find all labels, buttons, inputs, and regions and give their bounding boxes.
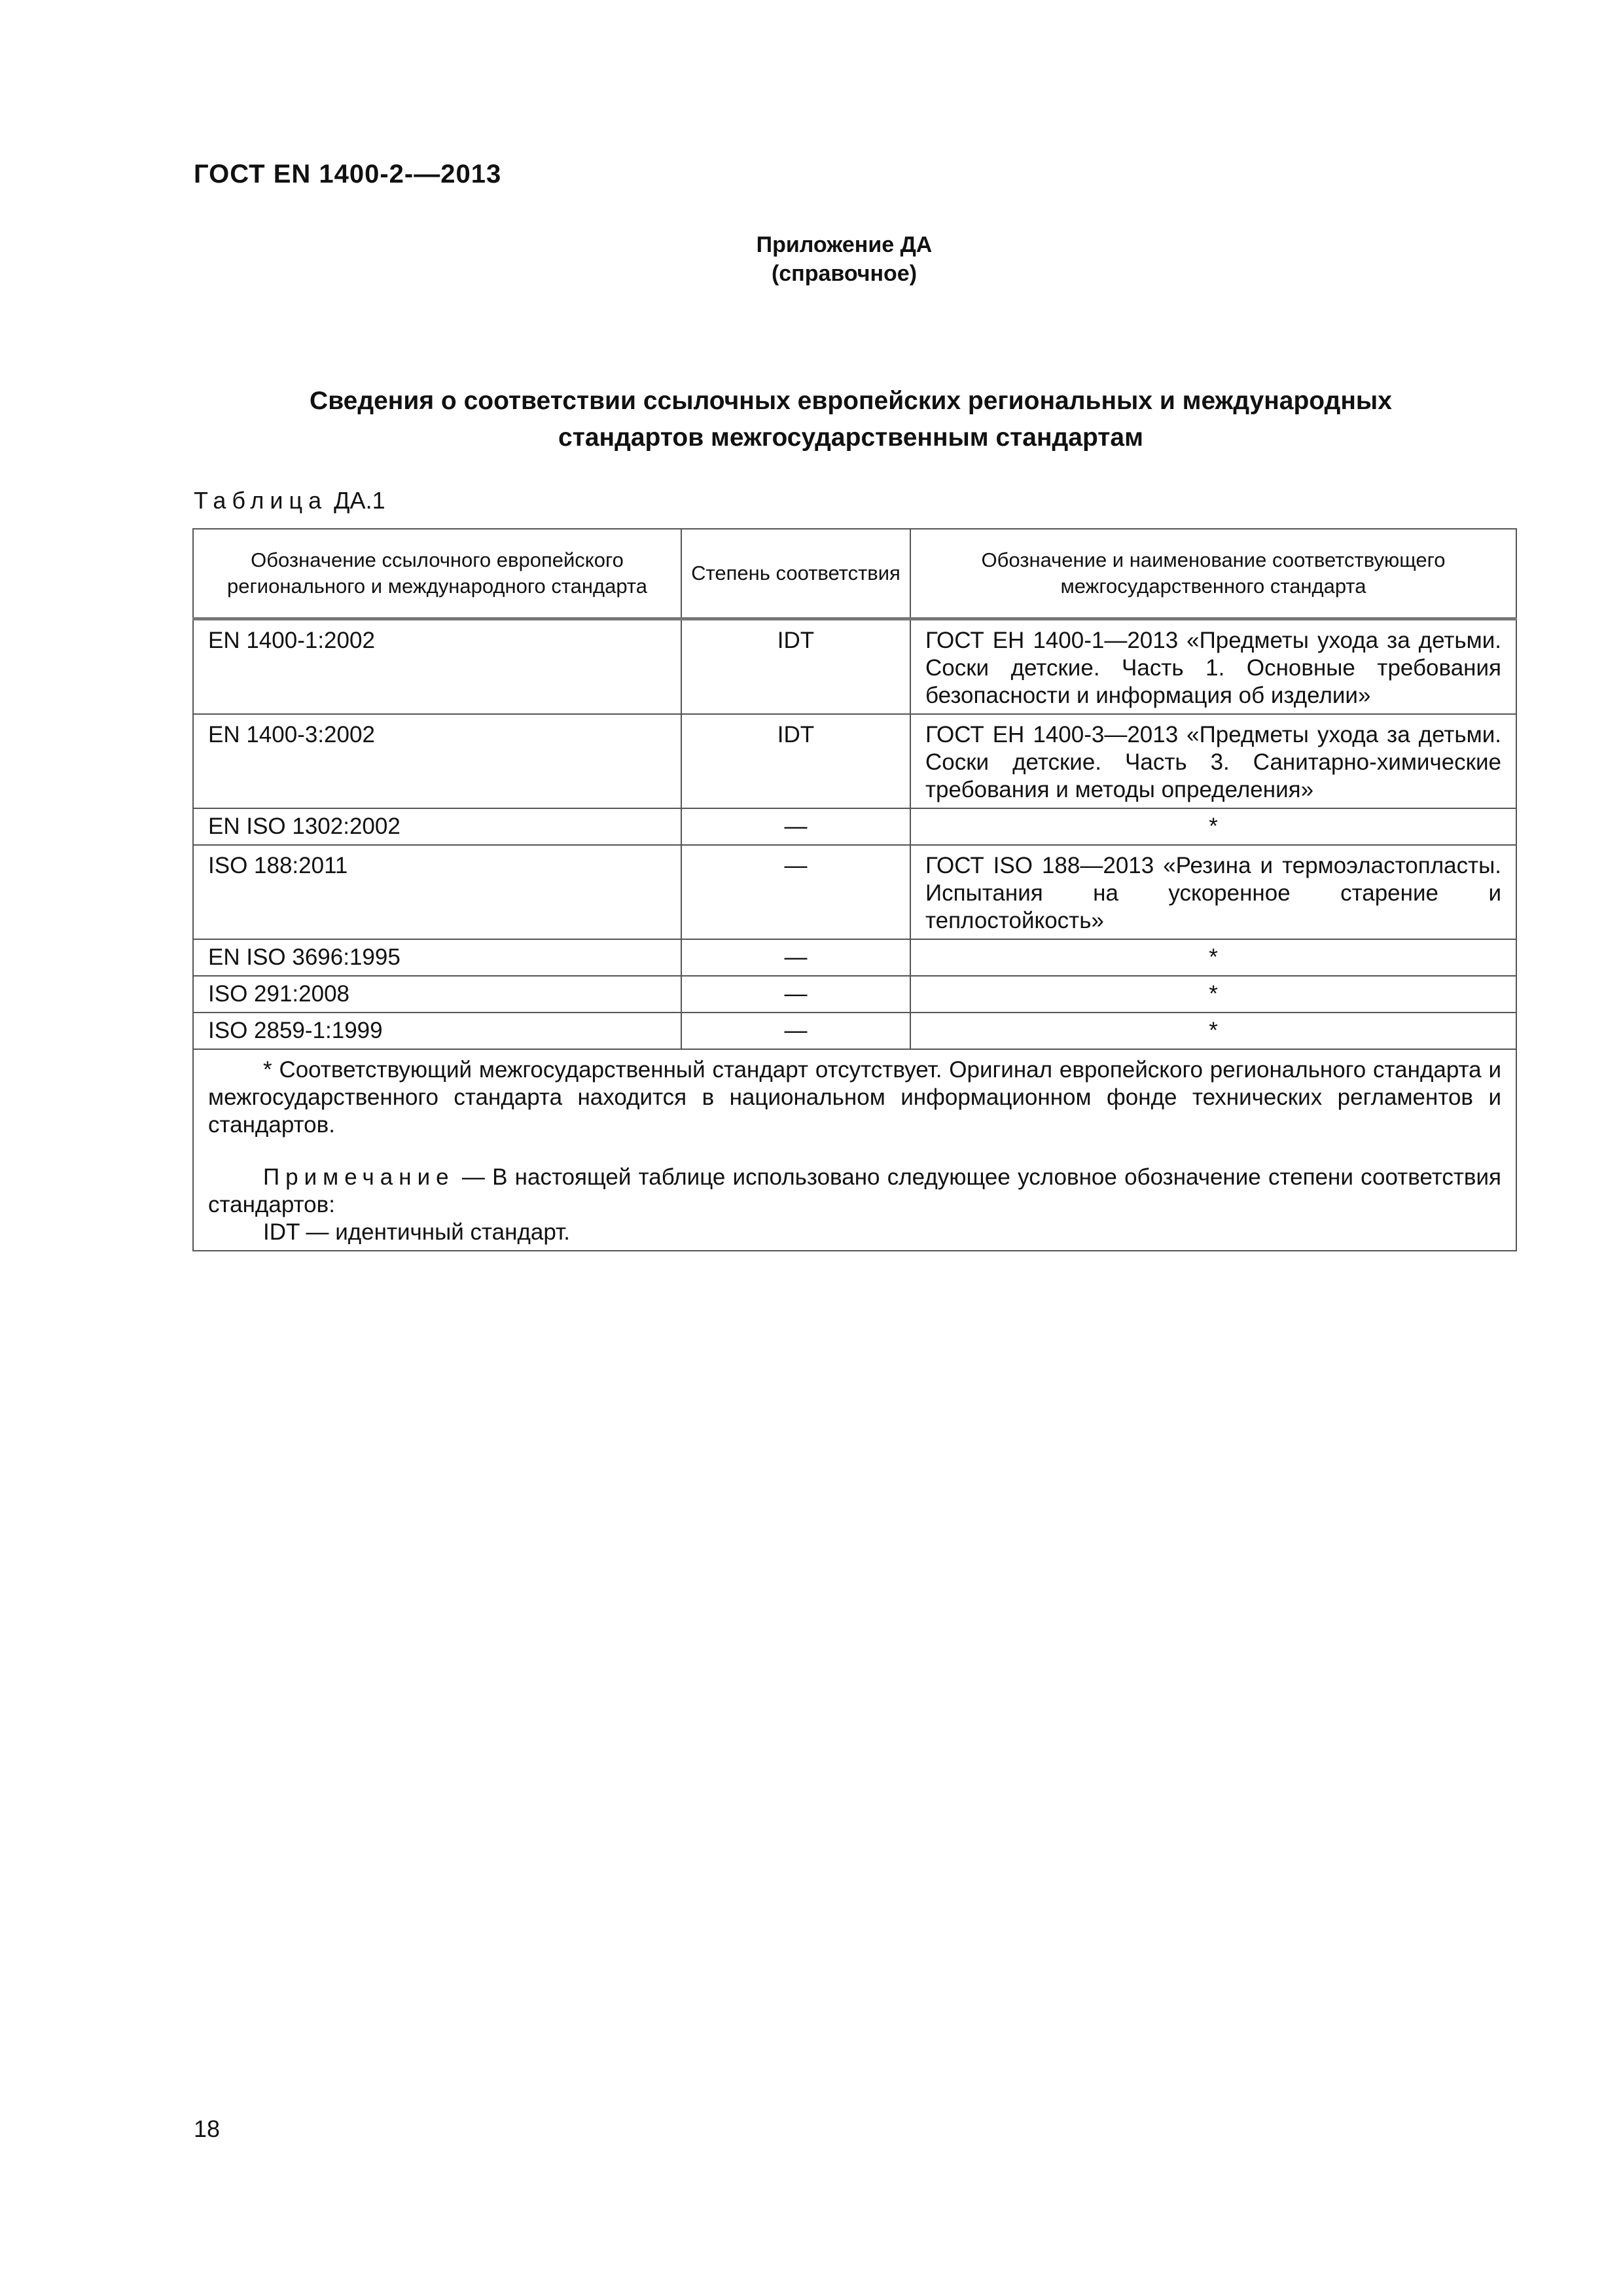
cell-degree: IDT (681, 619, 910, 715)
cell-reference-standard: ISO 2859-1:1999 (193, 1013, 681, 1049)
cell-national-standard: * (910, 1013, 1516, 1049)
cell-national-standard: * (910, 976, 1516, 1013)
section-title-line-2: стандартов межгосударственным стандартам (558, 423, 1143, 452)
cell-national-standard: * (910, 939, 1516, 976)
page-number: 18 (194, 2115, 221, 2142)
cell-national-standard: ГОСТ ЕН 1400-3—2013 «Предметы ухода за детьми. Соски детские. Часть 3. Санитарно-химические требования и методы определения» (910, 714, 1516, 808)
note-text: — В настоящей таблице использовано следующее условное обозначение степени соответствия стандартов: (208, 1164, 1501, 1217)
table-note (208, 1164, 1501, 1219)
cell-reference-standard: EN ISO 1302:2002 (193, 808, 681, 845)
annex-title: Приложение ДА (756, 232, 933, 257)
table-row (193, 976, 1516, 1013)
cell-reference-standard: EN ISO 3696:1995 (193, 939, 681, 976)
table-row (193, 619, 1516, 715)
table-legend: IDT — идентичный стандарт. (263, 1219, 570, 1245)
document-code: ГОСТ EN 1400-2-—2013 (194, 160, 502, 188)
table-caption (194, 487, 385, 514)
table-row (193, 1013, 1516, 1049)
table-footnote: * Соответствующий межгосударственный стандарт отсутствует. Оригинал европейского регионального стандарта и межгосударственного стандарта находится в национальном информационном фонде технических регламентов и стандартов. (208, 1057, 1501, 1138)
table-row (193, 845, 1516, 939)
note-label: Примечание (263, 1164, 455, 1190)
cell-reference-standard: EN 1400-3:2002 (193, 714, 681, 808)
cell-degree: — (681, 939, 910, 976)
cell-degree: — (681, 808, 910, 845)
table-caption-number: ДА.1 (334, 487, 385, 514)
column-header-reference-standard: Обозначение ссылочного европейского регионального и международного стандарта (193, 529, 681, 619)
column-header-national-standard: Обозначение и наименование соответствующего межгосударственного стандарта (910, 529, 1516, 619)
cell-national-standard: ГОСТ ISO 188—2013 «Резина и термоэластопласты. Испытания на ускоренное старение и теплостойкость» (910, 845, 1516, 939)
section-title (196, 383, 1505, 456)
cell-national-standard: * (910, 808, 1516, 845)
cell-degree: — (681, 976, 910, 1013)
cell-degree: — (681, 1013, 910, 1049)
cell-reference-standard: ISO 291:2008 (193, 976, 681, 1013)
section-title-line-1: Сведения о соответствии ссылочных европейских региональных и международных (310, 387, 1392, 415)
table-row (193, 808, 1516, 845)
annex-subtitle: (справочное) (771, 261, 918, 286)
cell-degree: — (681, 845, 910, 939)
table-row (193, 714, 1516, 808)
standards-correspondence-table (192, 528, 1517, 1251)
cell-degree: IDT (681, 714, 910, 808)
table-row (193, 939, 1516, 976)
table-header-row (193, 529, 1516, 619)
column-header-degree: Степень соответствия (681, 529, 910, 619)
cell-reference-standard: EN 1400-1:2002 (193, 619, 681, 715)
annex-heading (654, 230, 1034, 288)
table-footer (193, 1049, 1516, 1251)
table-footer-row (193, 1049, 1516, 1251)
table-caption-prefix: Таблица (194, 487, 328, 514)
cell-national-standard: ГОСТ ЕН 1400-1—2013 «Предметы ухода за детьми. Соски детские. Часть 1. Основные требования безопасности и информация об изделии» (910, 619, 1516, 715)
cell-reference-standard: ISO 188:2011 (193, 845, 681, 939)
